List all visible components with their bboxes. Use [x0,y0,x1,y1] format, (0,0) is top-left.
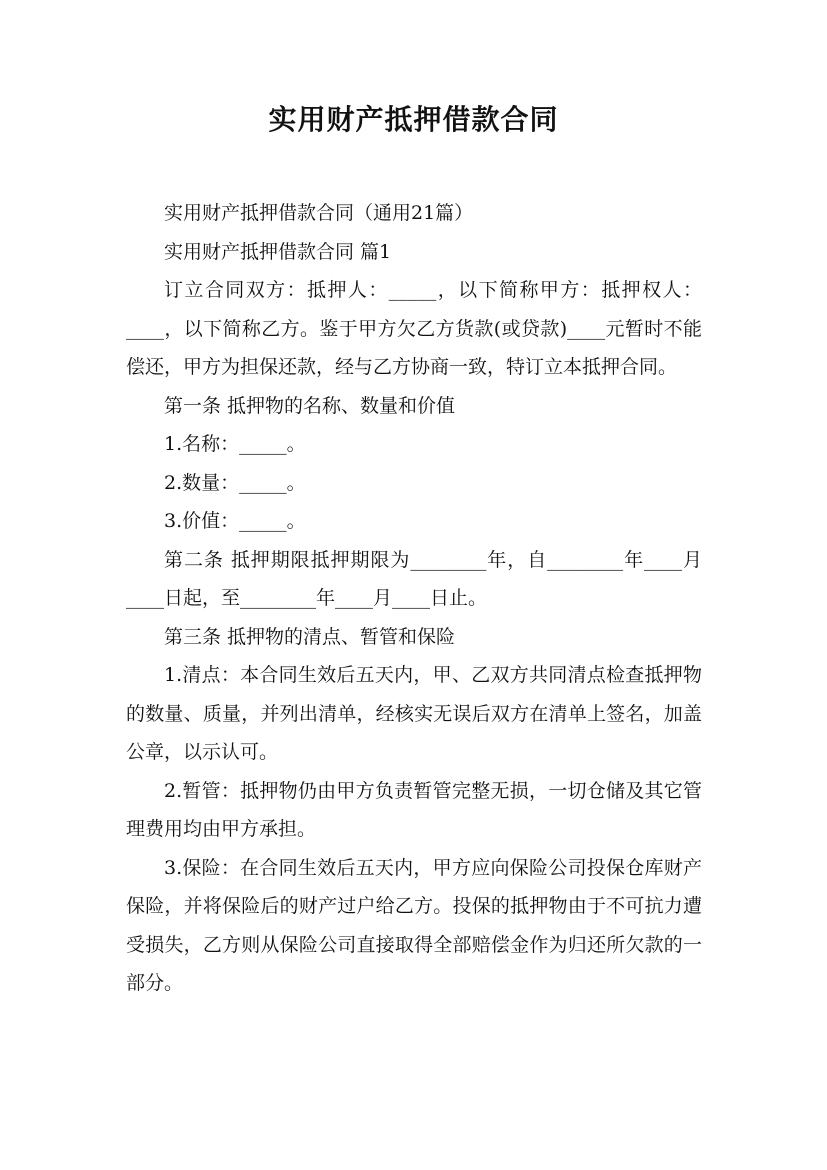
paragraph-parties: 订立合同双方：抵押人：_____，以下简称甲方：抵押权人：____，以下简称乙方。鉴于甲方欠乙方货款(或贷款)____元暂时不能偿还，甲方为担保还款，经与乙方协商一致，特订立本抵押合同。 [126,279,702,378]
paragraph-section-heading: 实用财产抵押借款合同 篇1 [164,240,392,263]
document-title: 实用财产抵押借款合同 [268,103,559,136]
paragraph-article-1-name: 1.名称：_____。 [164,433,306,455]
paragraph-article-1-value: 3.价值：_____。 [164,510,306,532]
paragraph-article-3-heading: 第三条 抵押物的清点、暂管和保险 [164,625,456,648]
paragraph-article-1-heading: 第一条 抵押物的名称、数量和价值 [164,394,456,417]
paragraph-article-1-quantity: 2.数量：_____。 [164,471,306,494]
paragraph-article-3-insurance: 3.保险：在合同生效后五天内，甲方应向保险公司投保仓库财产保险，并将保险后的财产过户给乙方。投保的抵押物由于不可抗力遭受损失，乙方则从保险公司直接取得全部赔偿金作为归还所欠款的一部分。 [126,856,702,994]
paragraph-article-3-custody: 2.暂管：抵押物仍由甲方负责暂管完整无损，一切仓储及其它管理费用均由甲方承担。 [126,779,702,840]
paragraph-article-3-inventory: 1.清点：本合同生效后五天内，甲、乙双方共同清点检查抵押物的数量、质量，并列出清单，经核实无误后双方在清单上签名，加盖公章，以示认可。 [126,664,702,763]
paragraph-subtitle: 实用财产抵押借款合同（通用21篇） [164,202,474,224]
document-body [126,194,702,1003]
paragraph-article-2: 第二条 抵押期限抵押期限为________年，自________年____月____日起，至________年____月____日止。 [126,548,702,609]
